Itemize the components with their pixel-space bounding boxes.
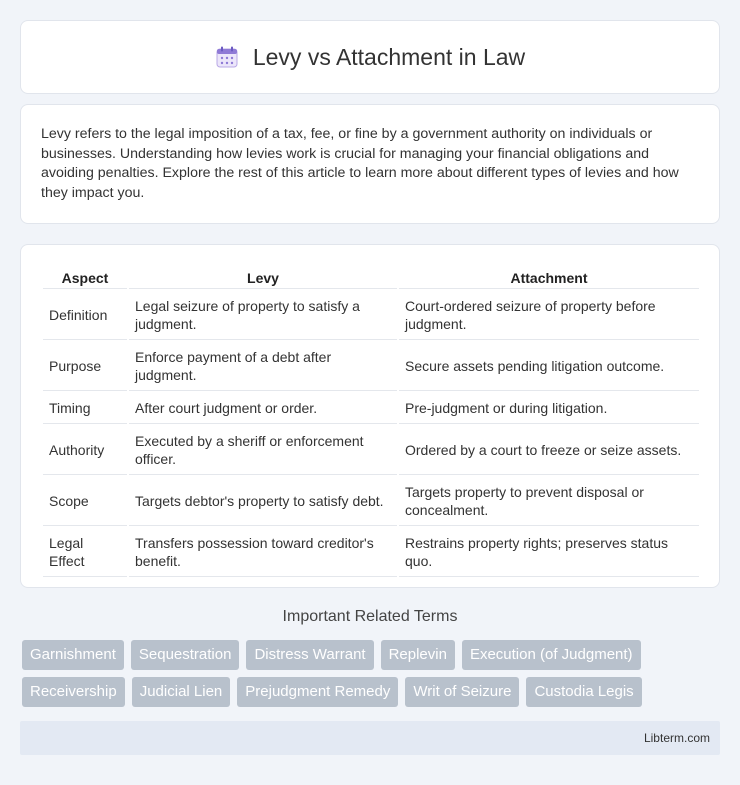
term-tag[interactable]: Writ of Seizure bbox=[405, 677, 519, 707]
cell-aspect: Legal Effect bbox=[43, 528, 127, 577]
cell-levy: Enforce payment of a debt after judgment. bbox=[129, 342, 397, 391]
header-card bbox=[20, 20, 720, 94]
term-tag[interactable]: Execution (of Judgment) bbox=[462, 640, 641, 670]
table-row bbox=[43, 342, 699, 391]
cell-attachment: Secure assets pending litigation outcome. bbox=[399, 342, 699, 391]
cell-aspect: Scope bbox=[43, 477, 127, 526]
table-row bbox=[43, 528, 699, 577]
term-tag[interactable]: Replevin bbox=[381, 640, 455, 670]
cell-attachment: Court-ordered seizure of property before judgment. bbox=[399, 291, 699, 340]
term-tag[interactable]: Distress Warrant bbox=[246, 640, 373, 670]
footer-link[interactable]: Libterm.com bbox=[643, 731, 710, 745]
cell-levy: Targets debtor's property to satisfy debt. bbox=[129, 477, 397, 526]
cell-attachment: Pre-judgment or during litigation. bbox=[399, 393, 699, 424]
cell-attachment: Ordered by a court to freeze or seize assets. bbox=[399, 426, 699, 475]
table-row bbox=[43, 477, 699, 526]
cell-levy: Legal seizure of property to satisfy a judgment. bbox=[129, 291, 397, 340]
cell-attachment: Targets property to prevent disposal or concealment. bbox=[399, 477, 699, 526]
calendar-icon bbox=[215, 45, 239, 69]
term-tag[interactable]: Judicial Lien bbox=[132, 677, 231, 707]
cell-levy: Executed by a sheriff or enforcement officer. bbox=[129, 426, 397, 475]
term-tag[interactable]: Custodia Legis bbox=[526, 677, 641, 707]
cell-attachment: Restrains property rights; preserves status quo. bbox=[399, 528, 699, 577]
footer bbox=[20, 721, 720, 755]
term-tag[interactable]: Receivership bbox=[22, 677, 125, 707]
table-row bbox=[43, 393, 699, 424]
header-attachment: Attachment bbox=[399, 267, 699, 289]
term-tag[interactable]: Sequestration bbox=[131, 640, 240, 670]
cell-aspect: Definition bbox=[43, 291, 127, 340]
term-tag[interactable]: Garnishment bbox=[22, 640, 124, 670]
header-levy: Levy bbox=[129, 267, 397, 289]
comparison-table bbox=[41, 265, 701, 579]
cell-aspect: Timing bbox=[43, 393, 127, 424]
intro-card bbox=[20, 104, 720, 224]
related-terms-list bbox=[22, 640, 722, 707]
comparison-card bbox=[20, 244, 720, 588]
table-row bbox=[43, 291, 699, 340]
cell-levy: After court judgment or order. bbox=[129, 393, 397, 424]
table-row bbox=[43, 426, 699, 475]
page-title: Levy vs Attachment in Law bbox=[252, 43, 526, 70]
cell-aspect: Purpose bbox=[43, 342, 127, 391]
related-terms-title: Important Related Terms bbox=[282, 608, 458, 625]
cell-aspect: Authority bbox=[43, 426, 127, 475]
header-aspect: Aspect bbox=[43, 267, 127, 289]
cell-levy: Transfers possession toward creditor's benefit. bbox=[129, 528, 397, 577]
table-header-row bbox=[43, 267, 699, 289]
term-tag[interactable]: Prejudgment Remedy bbox=[237, 677, 398, 707]
intro-text: Levy refers to the legal imposition of a tax, fee, or fine by a government authority on individuals or businesses. Understanding how levies work is crucial for managing your financial obligations and avoiding penalties. Explore the rest of this article to learn more about different types of levies and how they impact you. bbox=[41, 126, 679, 201]
